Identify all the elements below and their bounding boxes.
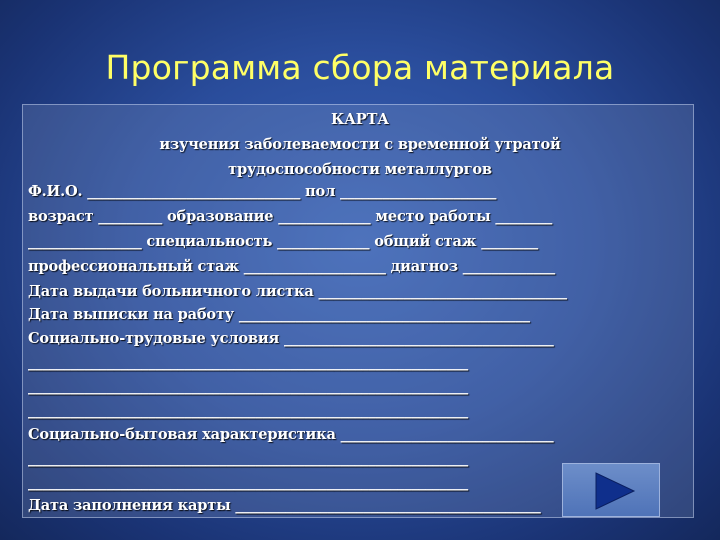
card-heading: КАРТА <box>331 111 389 128</box>
blank-line: ______________________________________________________________ <box>28 402 469 419</box>
field-social-living-characteristics: Социально-бытовая характеристика ______________________________ <box>28 426 554 443</box>
field-card-fill-date: Дата заполнения карты ___________________________________________ <box>28 497 541 514</box>
card-subheading: изучения заболеваемости с временной утратой <box>159 136 561 153</box>
blank-line: ______________________________________________________________ <box>28 474 469 491</box>
field-age-education-workplace: возраст _________ образование _____________ место работы ________ <box>28 208 553 225</box>
field-fio-sex: Ф.И.О. ______________________________ пол ______________________ <box>28 183 497 200</box>
blank-line: ______________________________________________________________ <box>28 378 469 395</box>
next-slide-button[interactable] <box>562 463 660 517</box>
card-subheading-2: трудоспособности металлургов <box>228 161 492 178</box>
slide-title: Программа сбора материала <box>105 48 615 87</box>
field-return-to-work-date: Дата выписки на работу _________________________________________ <box>28 306 530 323</box>
field-specialty-experience: ________________ специальность _____________ общий стаж ________ <box>28 233 538 250</box>
blank-line: ______________________________________________________________ <box>28 450 469 467</box>
field-professional-experience-diagnosis: профессиональный стаж ____________________ диагноз _____________ <box>28 258 555 275</box>
play-arrow-icon <box>563 464 661 518</box>
blank-line: ______________________________________________________________ <box>28 354 469 371</box>
field-sick-leave-issue-date: Дата выдачи больничного листка ___________________________________ <box>28 283 567 300</box>
field-social-labor-conditions: Социально-трудовые условия ______________________________________ <box>28 330 554 347</box>
